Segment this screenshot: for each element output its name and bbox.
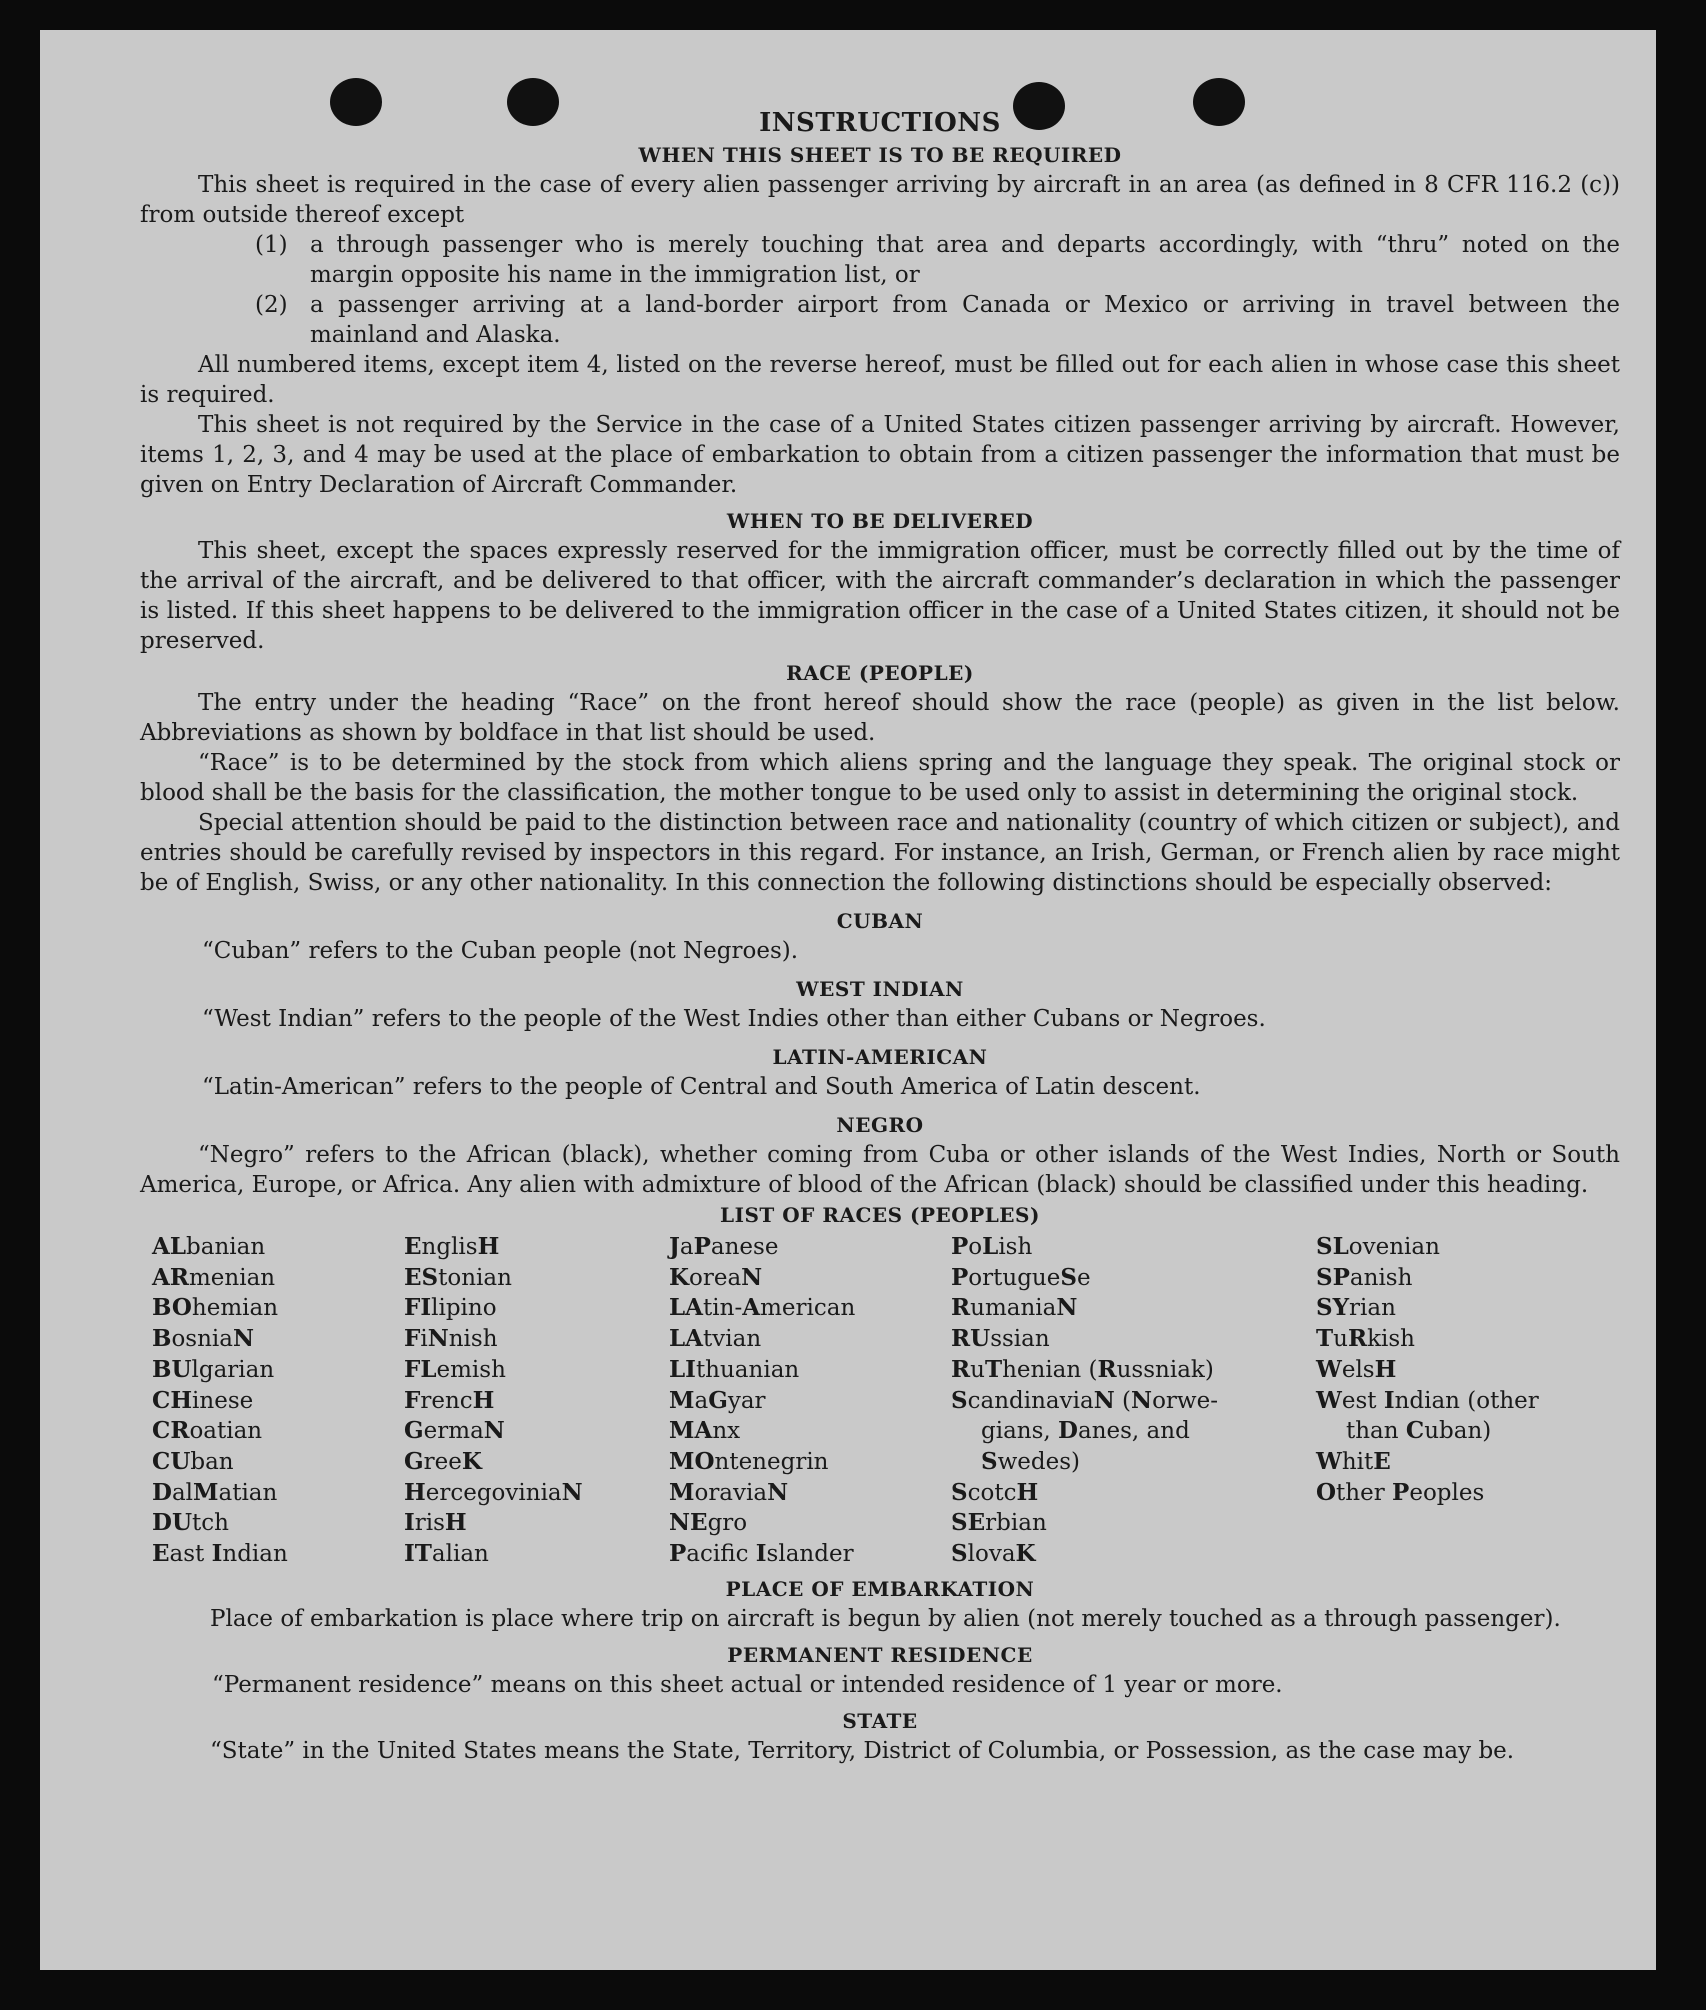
section-heading-embarkation: PLACE OF EMBARKATION (725, 1576, 1035, 1601)
race-entry: BosniaN (152, 1325, 255, 1353)
race-entry: MOntenegrin (669, 1447, 829, 1475)
race-entry: MoraviaN (669, 1478, 789, 1506)
race-entry-continued: Swedes) (981, 1447, 1081, 1475)
definition-heading-cuban: CUBAN (836, 909, 924, 933)
race-entry: CRoatian (152, 1417, 263, 1445)
race-entry: WelsH (1316, 1355, 1397, 1383)
race-entry: ARmenian (152, 1263, 276, 1291)
document-sheet (40, 30, 1656, 1970)
paragraph-delivered: This sheet, except the spaces expressly reserved for the immigration officer, must be correctly filled out by the time of the arrival of the aircraft, and be delivered to that officer, with the aircraft commander’s declaration in which the passenger is listed. If this sheet happens to be delivered to the immigration officer in the case of a United States citizen, it should not be preserved. (140, 538, 1620, 654)
section-heading-state: STATE (842, 1708, 918, 1733)
race-entry: WhitE (1316, 1447, 1391, 1475)
paragraph-race-stock: “Race” is to be determined by the stock from which aliens spring and the language they speak. The original stock or blood shall be the basis for the classification, the mother tongue to be used only to assist in determining the original stock. (140, 750, 1620, 806)
section-heading-delivered: WHEN TO BE DELIVERED (726, 509, 1034, 533)
race-entry: ITalian (404, 1540, 489, 1568)
paragraph-race-entry: The entry under the heading “Race” on the front hereof should show the race (people) as given in the list below. Abbreviations as shown by boldface in that list should be used. (140, 690, 1620, 746)
definition-heading-latin-american: LATIN-AMERICAN (772, 1045, 988, 1069)
race-entry: EStonian (404, 1263, 512, 1291)
race-entry: RuThenian (Russniak) (951, 1355, 1214, 1383)
paragraph-citizen-passenger: This sheet is not required by the Service in the case of a United States citizen passenger arriving by aircraft. However, items 1, 2, 3, and 4 may be used at the place of embarkation to obtain from a citizen passenger the information that must be given on Entry Declaration of Aircraft Commander. (140, 412, 1620, 498)
exception-number: (1) (255, 232, 288, 258)
race-entry: MAnx (669, 1417, 741, 1445)
race-entry: Other Peoples (1316, 1478, 1485, 1506)
races-column-5 (1316, 1232, 1596, 1570)
exception-item-2 (255, 290, 1620, 350)
race-entry: CHinese (152, 1386, 254, 1414)
race-entry: CUban (152, 1447, 234, 1475)
definition-heading-negro: NEGRO (836, 1113, 924, 1137)
paragraph-race-nationality: Special attention should be paid to the distinction between race and nationality (country of which citizen or subject), and entries should be carefully revised by inspectors in this regard. For instance, an Irish, German, or French alien by race might be of English, Swiss, or any other nationality. In this connection the following distinctions should be especially observed: (140, 810, 1620, 896)
race-entry: LAtin-American (669, 1294, 856, 1322)
race-entry: JaPanese (669, 1233, 779, 1260)
race-entry-continued: gians, Danes, and (981, 1417, 1190, 1445)
race-entry: PoLish (951, 1233, 1033, 1260)
race-entry: ALbanian (152, 1233, 266, 1260)
race-entry-continued: than Cuban) (1346, 1417, 1492, 1445)
race-entry: MaGyar (669, 1386, 766, 1414)
race-entry: BOhemian (152, 1294, 279, 1322)
race-entry: TuRkish (1316, 1325, 1415, 1353)
race-entry: SErbian (951, 1509, 1047, 1537)
paragraph-state: “State” in the United States means the State, Territory, District of Columbia, or Possession, as the case may be. (210, 1737, 1515, 1764)
race-entry: FLemish (404, 1355, 506, 1383)
definition-heading-west-indian: WEST INDIAN (796, 977, 964, 1001)
paragraph-numbered-items: All numbered items, except item 4, listed on the reverse hereof, must be filled out for each alien in whose case this sheet is required. (140, 352, 1620, 408)
races-column-3 (669, 1232, 951, 1570)
races-column-1 (152, 1232, 404, 1570)
races-list-heading: LIST OF RACES (PEOPLES) (720, 1203, 1040, 1227)
race-entry: LAtvian (669, 1325, 762, 1353)
exception-number: (2) (255, 292, 288, 318)
definition-negro: “Negro” refers to the African (black), whether coming from Cuba or other islands of the West Indies, North or South America, Europe, or Africa. Any alien with admixture of blood of the African (black) should be classified under this heading. (140, 1142, 1620, 1198)
race-entry: East Indian (152, 1540, 288, 1568)
race-entry: BUlgarian (152, 1355, 275, 1383)
races-column-2 (404, 1232, 669, 1570)
definition-latin-american: “Latin-American” refers to the people of Central and South America of Latin descent. (202, 1074, 1201, 1100)
definition-west-indian: “West Indian” refers to the people of the West Indies other than either Cubans or Negroes. (202, 1006, 1266, 1032)
definition-cuban: “Cuban” refers to the Cuban people (not Negroes). (202, 938, 799, 964)
race-entry: SYrian (1316, 1294, 1396, 1322)
exception-text: a passenger arriving at a land-border airport from Canada or Mexico or arriving in travel between the mainland and Alaska. (310, 292, 1620, 348)
exception-text: a through passenger who is merely touching that area and departs accordingly, with “thru” noted on the margin opposite his name in the immigration list, or (310, 232, 1620, 288)
race-entry: GermaN (404, 1417, 505, 1445)
race-entry: DalMatian (152, 1478, 278, 1506)
race-entry: GreeK (404, 1447, 482, 1475)
race-entry: RumaniaN (951, 1294, 1078, 1322)
races-list (152, 1232, 1620, 1570)
page-title: INSTRUCTIONS (759, 108, 1001, 138)
paragraph-embarkation: Place of embarkation is place where trip on aircraft is begun by alien (not merely touched as a through passenger). (210, 1605, 1561, 1632)
race-entry: FIlipino (404, 1294, 497, 1322)
race-entry: FiNnish (404, 1325, 498, 1353)
race-entry: HercegoviniaN (404, 1478, 583, 1506)
race-entry: ScandinaviaN (Norwe- (951, 1386, 1218, 1414)
race-entry: Pacific Islander (669, 1540, 854, 1568)
race-entry: EnglisH (404, 1233, 500, 1260)
races-column-4 (951, 1232, 1316, 1570)
section-heading-race: RACE (PEOPLE) (786, 661, 974, 685)
section-heading-required: WHEN THIS SHEET IS TO BE REQUIRED (638, 143, 1122, 167)
race-entry: SLovenian (1316, 1233, 1440, 1260)
document-body (140, 108, 1620, 1766)
race-entry: FrencH (404, 1386, 495, 1414)
race-entry: IrisH (404, 1509, 467, 1537)
section-heading-residence: PERMANENT RESIDENCE (727, 1642, 1033, 1667)
race-entry: NEgro (669, 1509, 748, 1537)
race-entry: KoreaN (669, 1263, 763, 1291)
race-entry: SlovaK (951, 1540, 1036, 1568)
exception-item-1 (255, 230, 1620, 290)
race-entry: SPanish (1316, 1263, 1413, 1291)
race-entry: ScotcH (951, 1478, 1039, 1506)
paragraph-residence: “Permanent residence” means on this sheet actual or intended residence of 1 year or more. (212, 1671, 1283, 1698)
race-entry: LIthuanian (669, 1355, 800, 1383)
race-entry: DUtch (152, 1509, 229, 1537)
race-entry: RUssian (951, 1325, 1050, 1353)
race-entry: West Indian (other (1316, 1386, 1539, 1414)
race-entry: PortugueSe (951, 1263, 1091, 1291)
paragraph-required-intro: This sheet is required in the case of every alien passenger arriving by aircraft in an area (as defined in 8 CFR 116.2 (c)) from outside thereof except (140, 172, 1620, 228)
